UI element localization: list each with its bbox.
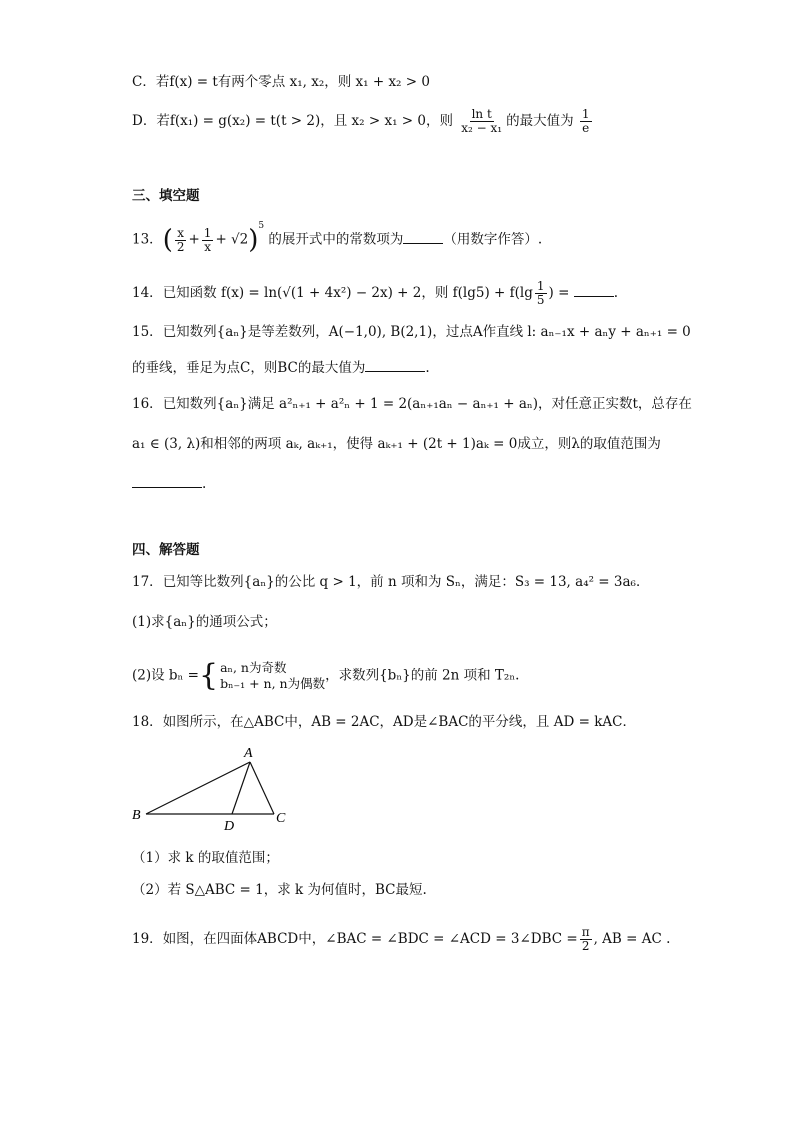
question-17-part1: (1)求{aₙ}的通项公式； — [132, 614, 277, 630]
segment-ac — [250, 762, 274, 814]
triangle-figure — [128, 742, 308, 832]
question-16-line1: 16．已知数列{aₙ}满足 a²ₙ₊₁ + a²ₙ + 1 = 2(aₙ₊₁aₙ − aₙ₊₁ + aₙ)，对任意正实数t，总存在 — [132, 396, 692, 412]
question-19: 19．如图，在四面体ABCD中，∠BAC = ∠BDC = ∠ACD = 3∠DBC = $\frac{\pi}{2}$ , AB = AC . — [132, 925, 671, 953]
section-title-fill-blank: 三、填空题 — [132, 188, 200, 204]
q13-answer-blank[interactable] — [403, 231, 443, 244]
label-c: C — [276, 811, 286, 826]
option-d-expr: f(x₁) = g(x₂) = t(t > 2)，且 x₂ > x₁ > 0，则 — [169, 113, 453, 129]
q17-piecewise: aₙ, n为奇数 bₙ₋₁ + n, n为偶数 — [220, 660, 326, 691]
question-15-line2: 的垂线，垂足为点C，则BC的最大值为 . — [132, 360, 430, 376]
q13-frac-1-over-x: $\frac{1}{x}$ — [203, 225, 212, 254]
question-17: 17．已知等比数列{aₙ}的公比 q > 1，前 n 项和为 Sₙ，满足：S₃ = 13, a₄² = 3a₆． — [132, 574, 650, 590]
option-c-expr: f(x) = t有两个零点 x₁, x₂，则 x₁ + x₂ > 0 — [169, 74, 430, 90]
option-c-label: C．若 — [132, 74, 170, 90]
label-b: B — [132, 808, 141, 823]
question-16-line3: . — [132, 474, 206, 494]
question-15-line1: 15．已知数列{aₙ}是等差数列，A(−1,0), B(2,1)，过点A作直线 l: aₙ₋₁x + aₙy + aₙ₊₁ = 0 — [132, 324, 691, 340]
option-d-text: 的最大值为 — [506, 113, 574, 129]
label-a: A — [244, 746, 253, 761]
option-d-result: $\frac{1}{e}$ — [581, 107, 590, 135]
q14-answer-blank[interactable] — [574, 284, 614, 297]
q19-fraction: $\frac{\pi}{2}$ — [581, 925, 590, 953]
option-d-fraction: $\frac{\text{ln t}}{\text{x₂ − x₁}}$ — [461, 107, 503, 135]
q15-answer-blank[interactable] — [365, 359, 425, 372]
q13-frac-x-over-2: $\frac{x}{2}$ — [176, 225, 185, 254]
question-16-line2: a₁ ∈ (3, λ)和相邻的两项 aₖ, aₖ₊₁，使得 aₖ₊₁ + (2t + 1)aₖ = 0成立，则λ的取值范围为 — [132, 436, 661, 452]
option-d — [132, 108, 594, 135]
question-14: 14．已知函数 f(x) = ln(√(1 + 4x²) − 2x) + 2，则 f(lg5) + f(lg $\frac{1}{5}$ ) = . — [132, 279, 618, 307]
question-17-part2: (2)设 bₙ ={ aₙ, n为奇数 bₙ₋₁ + n, n为偶数 ，求数列{bₙ}的前 2n 项和 T₂ₙ. — [132, 658, 520, 693]
q14-fraction: $\frac{1}{5}$ — [536, 279, 545, 307]
q16-answer-blank[interactable] — [132, 475, 202, 488]
label-d: D — [224, 819, 235, 832]
option-d-label: D．若 — [132, 113, 170, 129]
question-18-part2: （2）若 S△ABC = 1，求 k 为何值时，BC最短. — [132, 882, 427, 898]
question-18-part1: （1）求 k 的取值范围； — [132, 850, 279, 866]
section-title-solutions: 四、解答题 — [132, 542, 200, 558]
question-18: 18．如图所示，在△ABC中，AB = 2AC，AD是∠BAC的平分线，且 AD = kAC． — [132, 714, 636, 730]
option-c — [132, 72, 430, 92]
question-13: 13．( $\frac{x}{2}$ + $\frac{1}{x}$ + √2)$^5$ 的展开式中的常数项为 （用数字作答）. — [132, 221, 543, 255]
